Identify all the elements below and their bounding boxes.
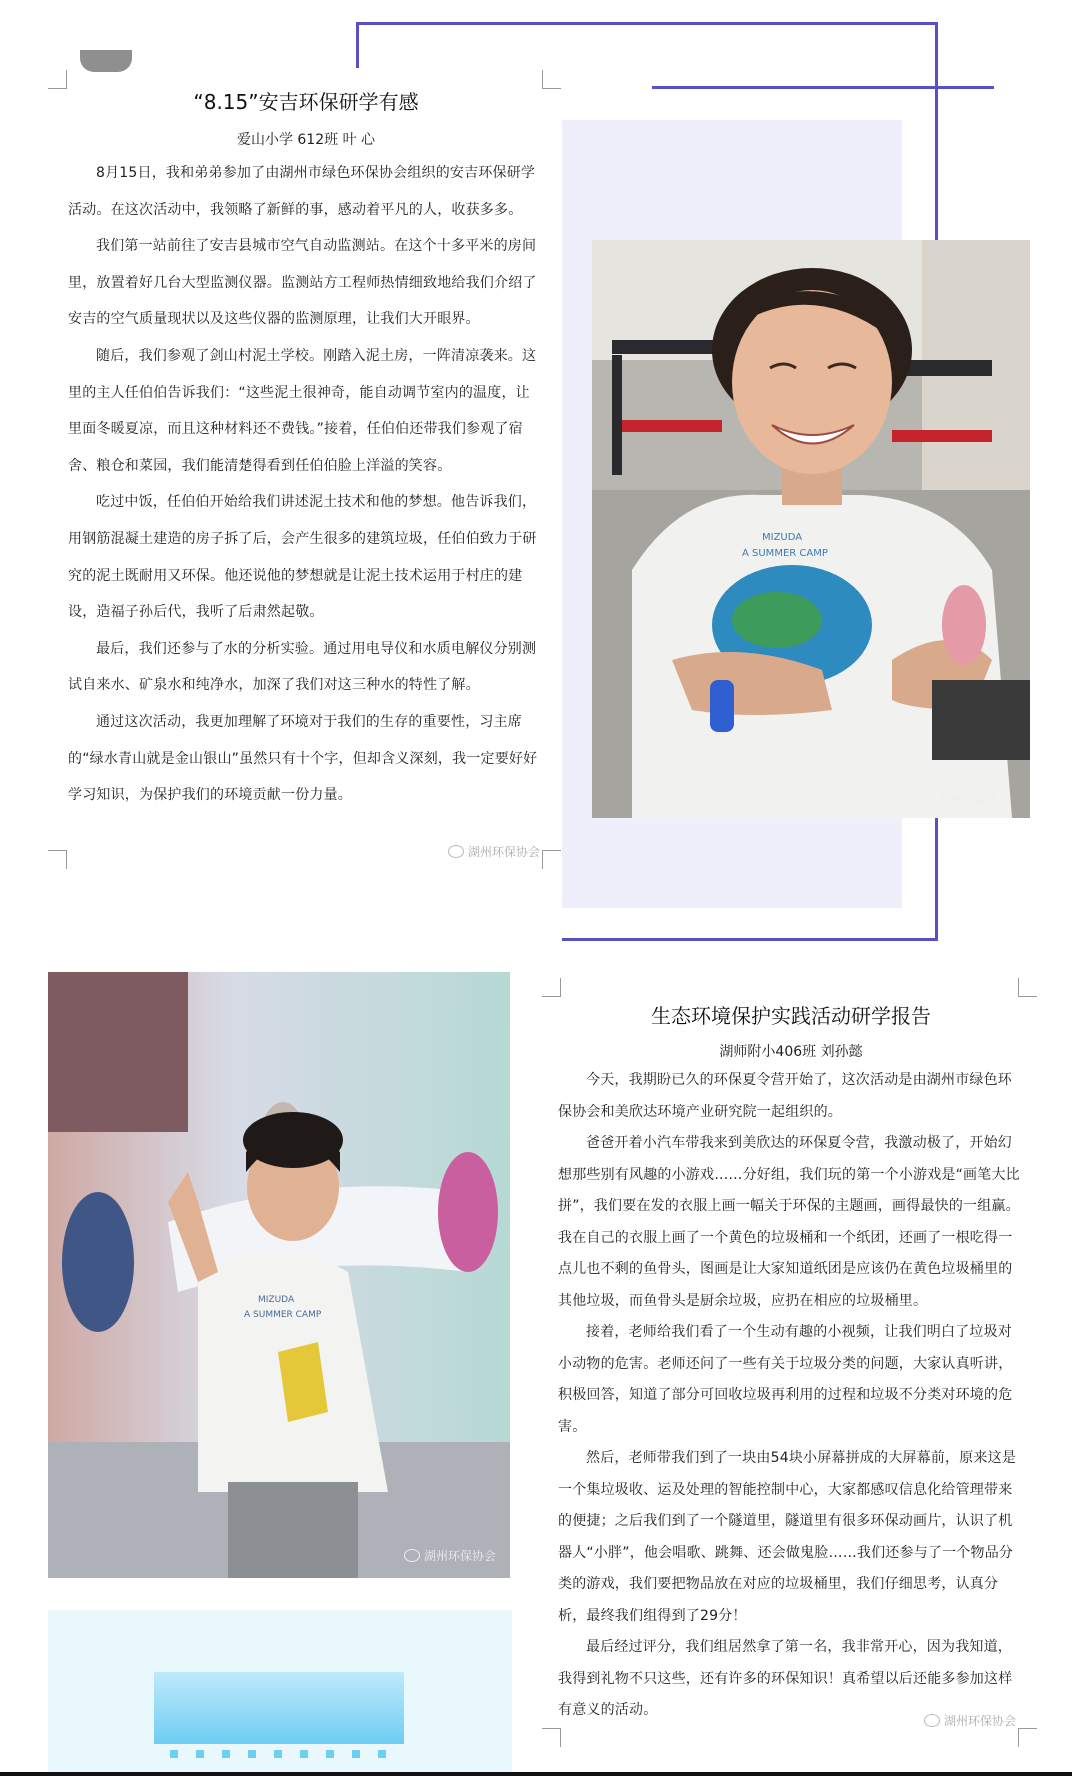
shirt-text: A SUMMER CAMP xyxy=(742,548,828,559)
crop-mark xyxy=(48,70,67,89)
crop-mark xyxy=(542,978,561,997)
decorative-pill xyxy=(80,50,132,72)
photo-girl-watermark: 湖州环保协会 xyxy=(918,791,1010,808)
frame-line-bottom xyxy=(562,938,938,941)
essay-2-byline: 湖师附小406班 刘孙懿 xyxy=(719,1044,863,1060)
crop-mark xyxy=(542,1728,561,1747)
essay-2-paragraph: 接着，老师给我们看了一个生动有趣的小视频，让我们明白了垃圾对小动物的危害。老师还问了一些有关于垃圾分类的问题，大家认真听讲，积极回答，知道了部分可回收垃圾再利用的过程和垃圾不分类对环境的危害。 xyxy=(558,1324,1013,1435)
wechat-icon xyxy=(448,845,464,858)
essay-2-watermark: 湖州环保协会 xyxy=(924,1712,1016,1729)
essay-1 xyxy=(68,86,544,814)
essay-1-paragraph: 我们第一站前往了安吉县城市空气自动监测站。在这个十多平米的房间里，放置着好几台大型监测仪器。监测站方工程师热情细致地给我们介绍了安吉的空气质量现状以及这些仪器的监测原理，让我们大开眼界。 xyxy=(68,238,537,328)
essay-2-paragraph: 最后经过评分，我们组居然拿了第一名，我非常开心，因为我知道，我得到礼物不只这些，还有许多的环保知识！真希望以后还能多参加这样有意义的活动。 xyxy=(558,1639,1013,1718)
essay-1-watermark: 湖州环保协会 xyxy=(448,843,540,860)
cyan-dots xyxy=(170,1750,400,1758)
crop-mark xyxy=(542,850,561,869)
essay-2-paragraph: 然后，老师带我们到了一块由54块小屏幕拼成的大屏幕前，原来这是一个集垃圾收、运及处理的智能控制中心，大家都感叹信息化给管理带来的便捷；之后我们到了一个隧道里，隧道里有很多环保动画片，认识了机器人“小胖”，他会唱歌、跳舞、还会做鬼脸……我们还参与了一个物品分类的游戏，我们要把物品放在对应的垃圾桶里，我们仔细思考，认真分析，最终我们组得到了29分！ xyxy=(558,1450,1017,1624)
wechat-icon xyxy=(918,793,934,806)
bottom-edge xyxy=(0,1772,1072,1776)
photo-boy-watermark: 湖州环保协会 xyxy=(404,1547,496,1564)
photo-boy-illustration xyxy=(48,972,510,1578)
essay-2-paragraph: 今天，我期盼已久的环保夏令营开始了，这次活动是由湖州市绿色环保协会和美欣达环境产业研究院一起组织的。 xyxy=(558,1072,1012,1120)
photo-boy xyxy=(48,972,510,1578)
crop-mark xyxy=(542,70,561,89)
essay-2-title: 生态环境保护实践活动研学报告 xyxy=(651,1004,931,1028)
essay-1-paragraph: 随后，我们参观了剑山村泥土学校。刚踏入泥土房，一阵清凉袭来。这里的主人任伯伯告诉我们：“这些泥土很神奇，能自动调节室内的温度，让里面冬暖夏凉，而且这种材料还不费钱。”接着，任伯伯还带我们参观了宿舍、粮仓和菜园，我们能清楚得看到任伯伯脸上洋溢的笑容。 xyxy=(68,347,537,474)
frame-line-mid xyxy=(652,86,994,89)
crop-mark xyxy=(48,850,67,869)
frame-line-top xyxy=(356,22,938,25)
essay-2 xyxy=(558,1000,1024,1727)
essay-1-paragraph: 吃过中饭，任伯伯开始给我们讲述泥土技术和他的梦想。他告诉我们，用钢筋混凝土建造的房子拆了后，会产生很多的建筑垃圾，任伯伯致力于研究的泥土既耐用又环保。他还说他的梦想就是让泥土技术运用于村庄的建设，造福子孙后代，我听了后肃然起敬。 xyxy=(68,494,537,621)
frame-line-left-short xyxy=(356,22,359,68)
essay-2-paragraph: 爸爸开着小汽车带我来到美欣达的环保夏令营，我激动极了，开始幻想那些别有风趣的小游戏……分好组，我们玩的第一个小游戏是“画笔大比拼”，我们要在发的衣服上画一幅关于环保的主题画，画得最快的一组赢。我在自己的衣服上画了一个黄色的垃圾桶和一个纸团，还画了一根吃得一点儿也不剩的鱼骨头，图画是让大家知道纸团是应该仍在黄色垃圾桶里的其他垃圾，而鱼骨头是厨余垃圾，应扔在相应的垃圾桶里。 xyxy=(558,1135,1020,1309)
wechat-icon xyxy=(404,1549,420,1562)
photo-girl xyxy=(592,240,1030,818)
essay-1-paragraph: 通过这次活动，我更加理解了环境对于我们的生存的重要性，习主席的“绿水青山就是金山银山”虽然只有十个字，但却含义深刻，我一定要好好学习知识，为保护我们的环境贡献一份力量。 xyxy=(68,713,538,804)
shirt-text: MIZUDA xyxy=(258,1295,295,1305)
photo-girl-illustration xyxy=(592,240,1030,818)
wechat-icon xyxy=(924,1714,940,1727)
essay-1-paragraph: 8月15日，我和弟弟参加了由湖州市绿色环保协会组织的安吉环保研学活动。在这次活动中，我领略了新鲜的事，感动着平凡的人，收获多多。 xyxy=(68,165,536,218)
shirt-text: A SUMMER CAMP xyxy=(244,1310,322,1320)
shirt-text: MIZUDA xyxy=(762,532,803,543)
cyan-bar xyxy=(154,1672,404,1744)
essay-1-title: “8.15”安吉环保研学有感 xyxy=(193,90,419,114)
essay-1-paragraph: 最后，我们还参与了水的分析实验。通过用电导仪和水质电解仪分别测试自来水、矿泉水和纯净水，加深了我们对这三种水的特性了解。 xyxy=(68,640,537,694)
crop-mark xyxy=(1018,978,1037,997)
crop-mark xyxy=(1018,1728,1037,1747)
essay-1-byline: 爱山小学 612班 叶 心 xyxy=(236,132,376,148)
